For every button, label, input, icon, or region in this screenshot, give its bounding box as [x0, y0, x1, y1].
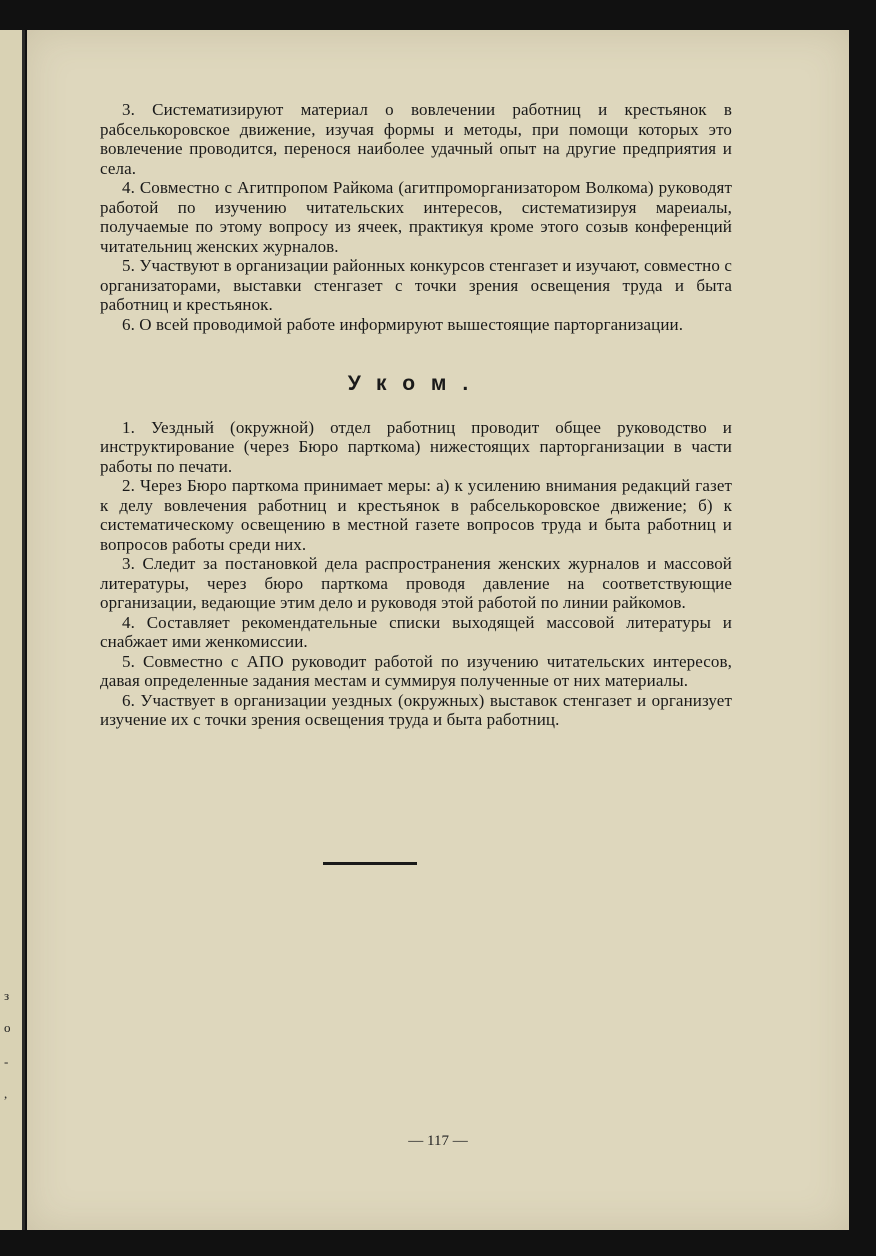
edge-char: -: [4, 1054, 9, 1069]
edge-char: о: [4, 1020, 11, 1035]
paragraph: 4. Составляет рекомендательные списки выходящей массовой литературы и снабжает ими женкомиссии.: [100, 612, 732, 651]
paragraph: 5. Участвуют в организации районных конкурсов стенгазет и изучают, совместно с организаторами, выставки стенгазет с точки зрения освещения труда и быта работниц и крестьянок.: [100, 256, 732, 314]
edge-char: з: [4, 988, 10, 1003]
paragraph: 4. Совместно с Агитпропом Райкома (агитпроморганизатором Волкома) руководят работой по изучению читательских интересов, систематизируя мареиалы, получаемые по этому вопросу из ячеек, практикуя кроме этого созыв конференций читательниц женских журналов.: [100, 178, 732, 256]
previous-page-edge: [0, 30, 25, 1230]
page-number: — 117 —: [408, 1133, 468, 1149]
paragraph: 1. Уездный (окружной) отдел работниц проводит общее руководство и инструктирование (через Бюро парткома) нижестоящих парторганизации в части работы по печати.: [100, 417, 732, 476]
section-divider: [323, 862, 417, 865]
paragraph: 6. Участвует в организации уездных (окружных) выставок стенгазет и организует изучение их с точки зрения освещения труда и быта работниц.: [100, 690, 732, 729]
page-body: [100, 100, 732, 730]
paragraph: 3. Следит за постановкой дела распространения женских журналов и массовой литературы, через бюро парткома проводя давление на соответствующие организации, ведающие этим дело и руководя этой работой по линии райкомов.: [100, 554, 732, 612]
paragraph: 5. Совместно с АПО руководит работой по изучению читательских интересов, давая определенные задания местам и суммируя полученные от них материалы.: [100, 651, 732, 690]
edge-char: ,: [4, 1086, 8, 1101]
document-page: [27, 30, 849, 1230]
paragraph: 3. Систематизируют материал о вовлечении работниц и крестьянок в рабселькоровское движение, изучая формы и методы, при помощи которых это вовлечение проводится, перенося наиболее удачный опыт на другие предприятия и села.: [100, 100, 732, 178]
paragraph: 2. Через Бюро парткома принимает меры: а) к усилению внимания редакций газет к делу вовлечения работниц и крестьянок в рабселькоровское движение; б) к систематическому освещению в местной газете вопросов труда и быта работниц и вопросов работы среди них.: [100, 476, 732, 554]
paragraph: 6. О всей проводимой работе информируют вышестоящие парторганизации.: [122, 314, 684, 334]
section-heading: Уком.: [347, 372, 485, 395]
